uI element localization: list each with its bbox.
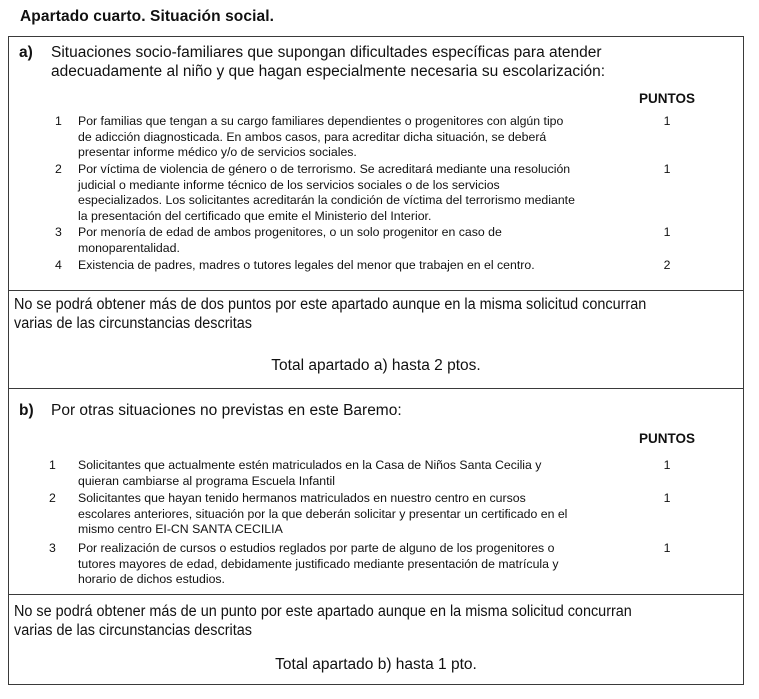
section-a-heading-line: adecuadamente al niño y que hagan especialmente necesaria su escolarización: (51, 63, 606, 80)
divider (9, 388, 743, 389)
item-text-line: Por menoría de edad de ambos progenitores, o un solo progenitor en caso de (78, 225, 502, 239)
page-title: Apartado cuarto. Situación social. (20, 8, 275, 25)
section-b-note (14, 602, 739, 640)
item-number: 2 (49, 491, 56, 505)
section-b-puntos-header: PUNTOS (638, 431, 695, 446)
item-text-line: presentar informe médico y/o de servicios sociales. (78, 145, 357, 160)
note-line: varias de las circunstancias descritas (14, 622, 252, 639)
item-number: 1 (49, 458, 56, 472)
section-a-note (14, 295, 739, 333)
item-number: 1 (55, 114, 62, 128)
section-b-heading-line: Por otras situaciones no previstas en este Baremo: (51, 402, 402, 419)
item-points: 1 (663, 541, 671, 555)
section-a-puntos-header: PUNTOS (638, 91, 695, 106)
section-b-total: Total apartado b) hasta 1 pto. (275, 656, 477, 673)
item-text-line: la presentación del certificado que emite el Ministerio del Interior. (78, 208, 432, 223)
item-points: 1 (663, 458, 671, 472)
item-points: 1 (663, 162, 671, 176)
item-text-line: Por víctima de violencia de género o de terrorismo. Se acreditará mediante una resolución (78, 162, 571, 176)
note-line: No se podrá obtener más de dos puntos por este apartado aunque en la misma solicitud concurran (14, 296, 647, 313)
item-text-line: mismo centro EI-CN SANTA CECILIA (78, 522, 283, 537)
item-points: 1 (663, 114, 671, 128)
item-text-line: Por realización de cursos o estudios reglados por parte de alguno de los progenitores o (78, 541, 555, 555)
note-line: varias de las circunstancias descritas (14, 315, 252, 332)
item-points: 1 (663, 491, 671, 505)
item-text-line: de adicción diagnosticada. En ambos casos, para acreditar dicha situación, se deberá (78, 129, 547, 144)
note-line: No se podrá obtener más de un punto por este apartado aunque en la misma solicitud concurran (14, 603, 632, 620)
item-number: 3 (49, 541, 56, 555)
item-text-line: Solicitantes que hayan tenido hermanos matriculados en nuestro centro en cursos (78, 491, 526, 505)
item-text-line: escolares anteriores, situación por la que deberán solicitar y presentar un certificado en el (78, 506, 568, 521)
section-a-letter: a) (19, 44, 33, 61)
divider (9, 290, 743, 291)
item-text-line: especializados. Los solicitantes acreditarán la condición de víctima del terrorismo mediante (78, 193, 575, 208)
section-a-heading-line: Situaciones socio-familiares que supongan dificultades específicas para atender (51, 44, 602, 61)
item-text-line: monoparentalidad. (78, 240, 180, 255)
divider (9, 594, 743, 595)
item-text-line: Por familias que tengan a su cargo familiares dependientes o progenitores con algún tipo (78, 114, 564, 128)
item-text-line: judicial o mediante informe técnico de los servicios sociales o de los servicios (78, 177, 500, 192)
item-text-line: horario de dichos estudios. (78, 572, 225, 587)
item-number: 3 (55, 225, 62, 239)
scoring-table (8, 36, 744, 685)
item-text-line: quieran cambiarse al programa Escuela Infantil (78, 473, 336, 488)
item-text-line: Existencia de padres, madres o tutores legales del menor que trabajen en el centro. (78, 258, 535, 272)
item-number: 2 (55, 162, 62, 176)
item-text-line: tutores mayores de edad, debidamente justificado mediante presentación de matrícula y (78, 556, 559, 571)
item-points: 2 (663, 258, 671, 272)
section-a-total: Total apartado a) hasta 2 ptos. (271, 357, 481, 374)
item-text-line: Solicitantes que actualmente estén matriculados en la Casa de Niños Santa Cecilia y (78, 458, 542, 472)
section-b-letter: b) (19, 402, 34, 419)
item-number: 4 (55, 258, 62, 272)
item-points: 1 (663, 225, 671, 239)
